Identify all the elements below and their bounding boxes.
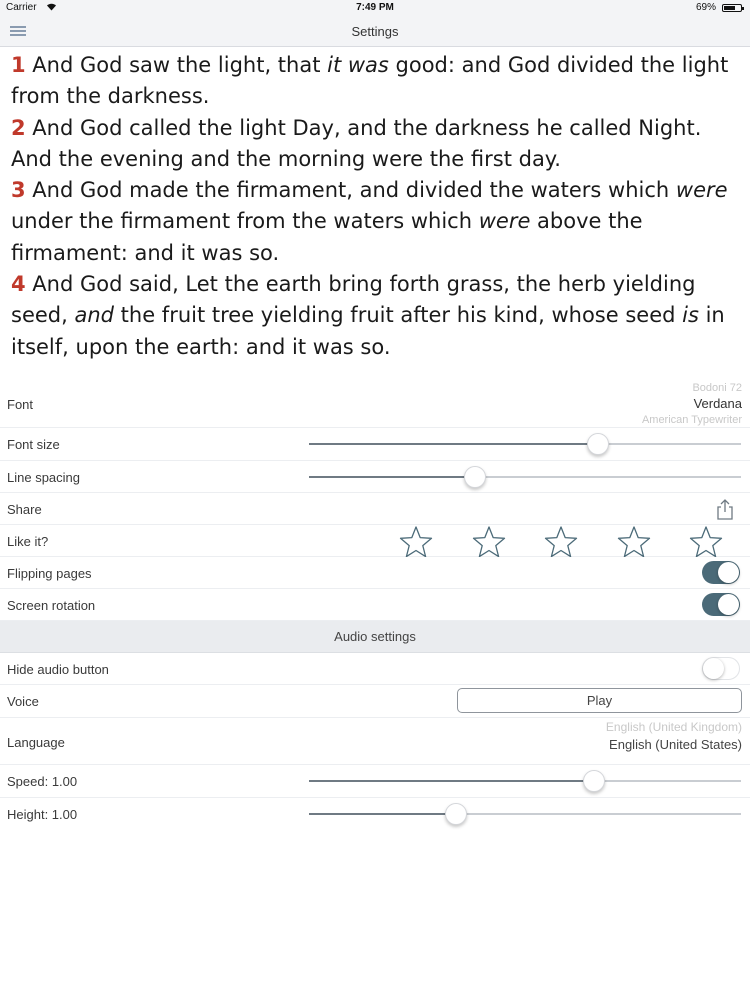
line-spacing-label: Line spacing <box>7 470 80 485</box>
verse-text: it was <box>327 53 389 77</box>
height-label: Height: 1.00 <box>7 807 78 822</box>
rating-stars[interactable] <box>398 525 738 557</box>
share-label: Share <box>7 502 42 517</box>
hide-audio-label: Hide audio button <box>7 662 109 677</box>
hide-audio-row <box>0 653 750 685</box>
like-label: Like it? <box>7 534 49 549</box>
speed-row <box>0 765 750 798</box>
star-icon[interactable] <box>398 525 434 559</box>
font-size-row <box>0 428 750 461</box>
speed-slider[interactable] <box>309 769 741 793</box>
verse <box>11 175 741 269</box>
speed-label: Speed: 1.00 <box>7 774 78 789</box>
font-option-selected[interactable]: Verdana <box>693 396 742 411</box>
audio-settings-header: Audio settings <box>0 621 750 653</box>
status-bar <box>0 0 750 15</box>
font-label: Font <box>7 397 34 412</box>
slider-thumb[interactable] <box>464 466 486 488</box>
font-size-label: Font size <box>7 437 60 452</box>
verse-text: And God made the firmament, and divided the waters which <box>25 178 676 203</box>
verse-text: good: and God divided the light from the darkness. <box>11 53 729 109</box>
font-size-slider[interactable] <box>309 432 741 456</box>
hide-audio-toggle[interactable] <box>702 657 740 680</box>
verse <box>11 113 741 176</box>
settings-list <box>0 380 750 830</box>
battery-fill <box>724 6 735 10</box>
verse-text: the fruit tree yielding fruit after his kind, whose seed <box>113 303 683 328</box>
slider-thumb[interactable] <box>445 803 467 825</box>
nav-bar <box>0 15 750 47</box>
verse-text: under the firmament from the waters which <box>11 209 479 234</box>
font-option[interactable]: American Typewriter <box>641 414 742 426</box>
verse-number: 2 <box>11 115 26 140</box>
font-row <box>0 380 750 428</box>
flipping-pages-label: Flipping pages <box>7 566 92 581</box>
slider-thumb[interactable] <box>587 433 609 455</box>
language-row <box>0 718 750 765</box>
star-icon[interactable] <box>688 525 724 559</box>
verse-number: 4 <box>11 272 26 297</box>
like-row <box>0 525 750 557</box>
star-icon[interactable] <box>471 525 507 559</box>
carrier-label: Carrier <box>6 2 37 13</box>
verse-number: 1 <box>11 53 26 77</box>
language-picker[interactable] <box>542 718 742 754</box>
share-row <box>0 493 750 525</box>
verse-text: were <box>675 178 728 203</box>
verse-text: And God called the light Day, and the darkness he called Night. And the evening and the morning were the first day. <box>11 115 702 171</box>
language-label: Language <box>7 735 65 750</box>
slider-thumb[interactable] <box>583 770 605 792</box>
voice-row <box>0 685 750 718</box>
verse-text: And God said, Let the earth bring forth grass, the herb yielding seed, <box>11 272 696 328</box>
font-picker[interactable] <box>602 380 742 428</box>
verse-text: is <box>682 303 699 328</box>
line-spacing-row <box>0 461 750 493</box>
play-button[interactable]: Play <box>457 688 742 713</box>
page-title: Settings <box>351 24 399 39</box>
verse-text: were <box>478 209 531 234</box>
flipping-pages-toggle[interactable] <box>702 561 740 584</box>
verse-text: And God saw the light, that <box>25 53 328 77</box>
verse-text: in itself, upon the earth: and it was so. <box>11 303 725 359</box>
screen-rotation-toggle[interactable] <box>702 593 740 616</box>
height-row <box>0 798 750 830</box>
screen-rotation-label: Screen rotation <box>7 598 96 613</box>
line-spacing-slider[interactable] <box>309 465 741 489</box>
battery-percent: 69% <box>695 2 716 13</box>
screen-rotation-row <box>0 589 750 621</box>
verse-preview <box>11 50 741 363</box>
flipping-pages-row <box>0 557 750 589</box>
verse-text: and <box>74 303 114 328</box>
language-option-selected[interactable]: English (United States) <box>609 737 742 752</box>
star-icon[interactable] <box>543 525 579 559</box>
star-icon[interactable] <box>616 525 652 559</box>
height-slider[interactable] <box>309 802 741 826</box>
clock: 7:49 PM <box>356 2 394 13</box>
verse-number: 3 <box>11 178 26 203</box>
verse <box>11 50 741 113</box>
verse <box>11 269 741 363</box>
voice-label: Voice <box>7 694 39 709</box>
language-option[interactable]: English (United Kingdom) <box>605 720 742 734</box>
battery-icon <box>722 4 742 12</box>
share-icon[interactable] <box>714 498 736 520</box>
verse-text: above the firmament: and it was so. <box>11 209 643 265</box>
font-option[interactable]: Bodoni 72 <box>692 382 742 394</box>
